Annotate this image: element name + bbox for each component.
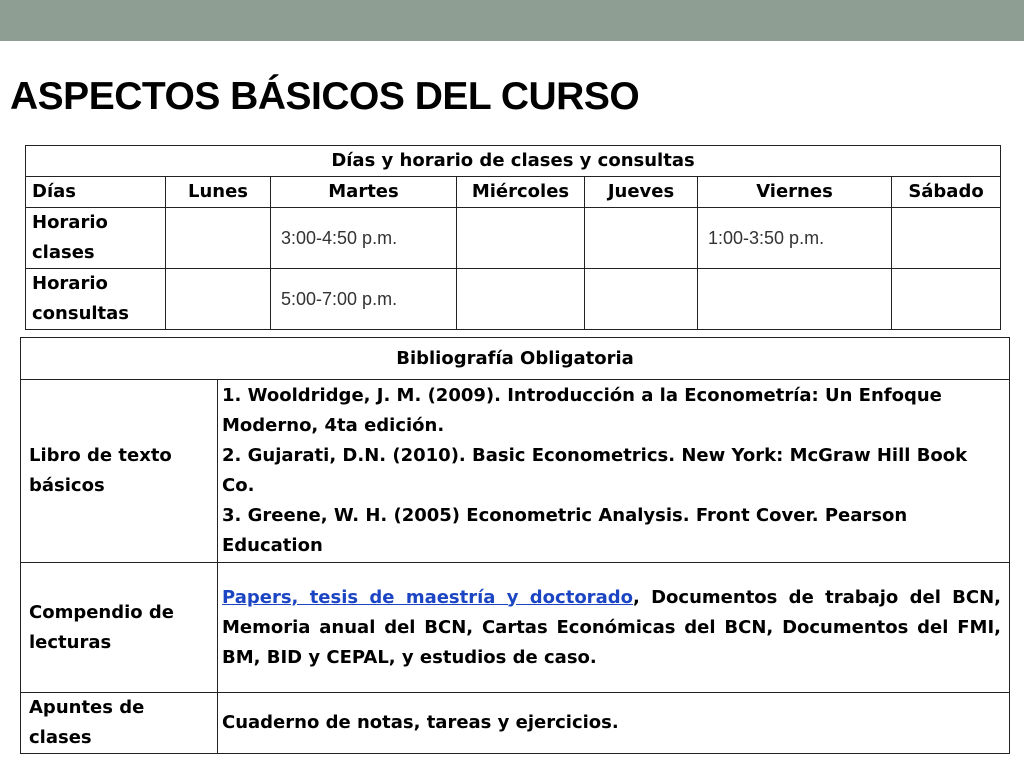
row-label-compendio: Compendio de lecturas [21, 563, 218, 693]
bibliography-table [20, 337, 1010, 754]
header-miercoles: Miércoles [457, 177, 585, 208]
header-jueves: Jueves [585, 177, 698, 208]
header-martes: Martes [271, 177, 457, 208]
cell-lunes [166, 269, 271, 330]
schedule-header-row [26, 177, 1001, 208]
label-line: clases [32, 242, 95, 263]
readings-text: , Documentos de trabajo del BCN, Memoria anual del BCN, Cartas Económicas del BCN, Documentos del FMI, BM, BID y CEPAL, y estudios de caso. [222, 586, 1002, 668]
label-line: Horario [32, 212, 108, 233]
cell-lunes [166, 208, 271, 269]
row-label-apuntes: Apuntes de clases [21, 693, 218, 754]
cell-viernes [698, 269, 892, 330]
cell-sabado [892, 208, 1001, 269]
row-label-horario-consultas [26, 269, 166, 330]
list-item: 2. Gujarati, D.N. (2010). Basic Econometrics. New York: McGraw Hill Book Co. [222, 445, 968, 496]
table-row [21, 563, 1010, 693]
cell-miercoles [457, 208, 585, 269]
row-label-horario-clases [26, 208, 166, 269]
list-item: 1. Wooldridge, J. M. (2009). Introducción a la Econometría: Un Enfoque Moderno, 4ta edición. [222, 385, 942, 436]
cell-martes: 5:00-7:00 p.m. [271, 269, 457, 330]
header-viernes: Viernes [698, 177, 892, 208]
schedule-table [25, 145, 1001, 330]
textbook-list [218, 380, 1010, 563]
top-banner [0, 0, 1024, 41]
label-line: consultas [32, 303, 130, 324]
cell-viernes: 1:00-3:50 p.m. [698, 208, 892, 269]
header-lunes: Lunes [166, 177, 271, 208]
table-row [21, 380, 1010, 563]
bibliography-caption: Bibliografía Obligatoria [21, 338, 1010, 380]
table-row [21, 693, 1010, 754]
readings-content [218, 563, 1010, 693]
notes-content: Cuaderno de notas, tareas y ejercicios. [218, 693, 1010, 754]
schedule-caption: Días y horario de clases y consultas [26, 146, 1001, 177]
header-dias: Días [26, 177, 166, 208]
cell-jueves [585, 269, 698, 330]
page-title: ASPECTOS BÁSICOS DEL CURSO [10, 75, 640, 118]
cell-miercoles [457, 269, 585, 330]
table-row [26, 208, 1001, 269]
papers-link[interactable]: Papers, tesis de maestría y doctorado [222, 586, 633, 608]
table-row [26, 269, 1001, 330]
cell-martes: 3:00-4:50 p.m. [271, 208, 457, 269]
cell-sabado [892, 269, 1001, 330]
header-sabado: Sábado [892, 177, 1001, 208]
row-label-libro-de-texto: Libro de texto básicos [21, 380, 218, 563]
list-item: 3. Greene, W. H. (2005) Econometric Analysis. Front Cover. Pearson Education [222, 505, 908, 556]
cell-jueves [585, 208, 698, 269]
label-line: Horario [32, 273, 108, 294]
